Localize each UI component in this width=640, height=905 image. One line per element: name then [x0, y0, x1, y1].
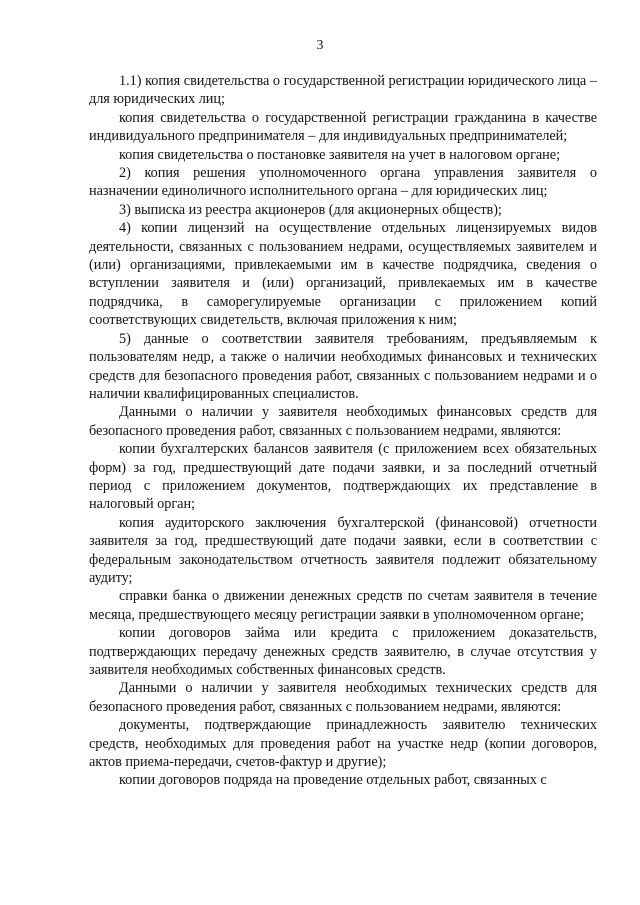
paragraph-technical-means-intro: Данными о наличии у заявителя необходимых технических средств для безопасного проведения работ, связанных с пользованием недрами, являются:	[89, 680, 597, 715]
paragraph-loan-agreements: копии договоров займа или кредита с приложением доказательств, подтверждающих передачу денежных средств заявителю, в случае отсутствия у заявителя необходимых собственных финансовых средств.	[89, 625, 597, 678]
paragraph-balance-sheets: копии бухгалтерских балансов заявителя (с приложением всех обязательных форм) за год, предшествующий дате подачи заявки, и за последний отчетный период с приложением документов, подтверждающих их представление в налоговый орган;	[89, 441, 597, 513]
paragraph-audit-report: копия аудиторского заключения бухгалтерской (финансовой) отчетности заявителя за год, предшествующий дате подачи заявки, если в соответствии с федеральным законодательством отчетность заявителя подлежит обязательному аудиту;	[89, 514, 597, 586]
paragraph-2-executive-appointment: 2) копия решения уполномоченного органа управления заявителя о назначении единоличного исполнительного органа – для юридических лиц;	[89, 165, 597, 200]
paragraph-entrepreneur-certificate: копия свидетельства о государственной регистрации гражданина в качестве индивидуального предпринимателя – для индивидуальных предпринимателей;	[89, 109, 597, 145]
paragraph-ownership-documents: документы, подтверждающие принадлежность заявителю технических средств, необходимых для проведения работ на участке недр (копии договоров, актов приема-передачи, счетов-фактур и другие);	[89, 717, 597, 771]
paragraph-1-1-registration-certificate: 1.1) копия свидетельства о государственной регистрации юридического лица – для юридических лиц;	[89, 73, 597, 108]
paragraph-5-compliance-data: 5) данные о соответствии заявителя требованиям, предъявляемым к пользователям недр, а также о наличии необходимых финансовых и технических средств для безопасного проведения работ, связанных с пользованием недрами и о наличии квалифицированных специалистов.	[89, 330, 597, 402]
paragraph-tax-registration: копия свидетельства о постановке заявителя на учет в налоговом органе;	[119, 146, 561, 163]
paragraph-financial-means-intro: Данными о наличии у заявителя необходимых финансовых средств для безопасного проведения работ, связанных с пользованием недрами, являются:	[89, 404, 597, 439]
paragraph-contract-copies: копии договоров подряда на проведение отдельных работ, связанных с	[119, 772, 547, 789]
paragraph-3-shareholder-register: 3) выписка из реестра акционеров (для акционерных обществ);	[119, 201, 502, 218]
paragraph-4-licenses: 4) копии лицензий на осуществление отдельных лицензируемых видов деятельности, связанных с пользованием недрами, осуществляемых заявителем и (или) организациями, привлекаемыми им в качестве подрядчика, сведения о вступлении заявителя и (или) организаций, привлекаемых им в качестве подрядчика, в саморегулируемые организации с приложением копий соответствующих свидетельств, включая приложения к ним;	[89, 220, 597, 329]
page-number: 3	[316, 38, 324, 53]
paragraph-bank-statements: справки банка о движении денежных средств по счетам заявителя в течение месяца, предшествующего месяцу регистрации заявки в уполномоченном органе;	[89, 588, 597, 623]
document-body	[89, 72, 597, 790]
